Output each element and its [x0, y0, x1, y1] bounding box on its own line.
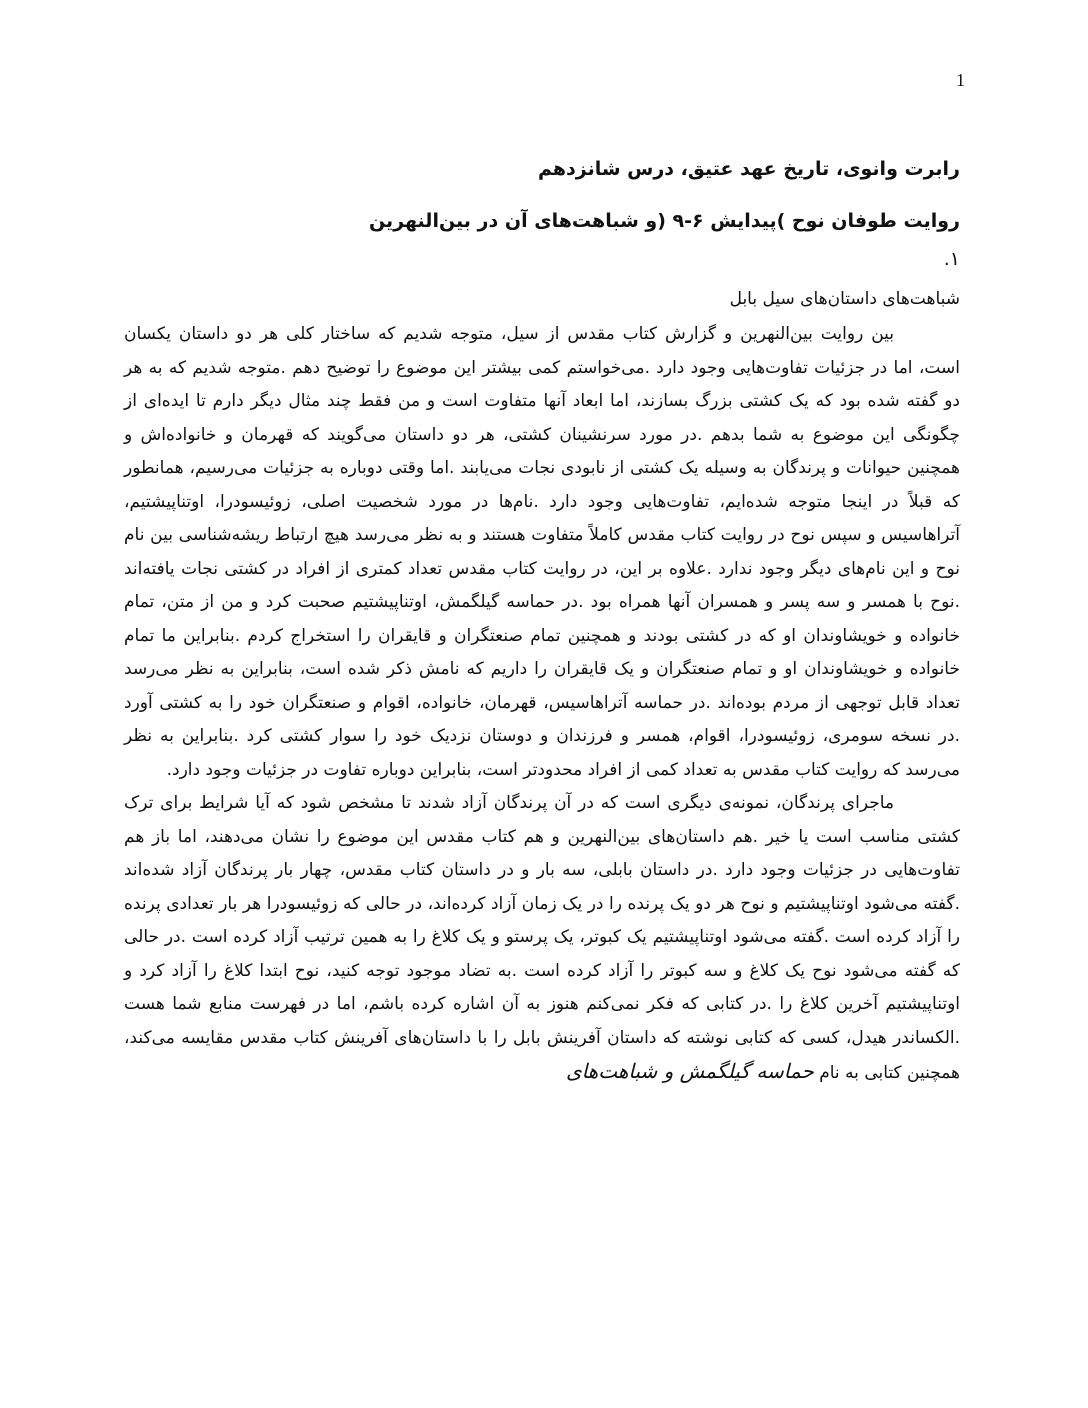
document-body	[124, 150, 960, 1091]
page-number: 1	[956, 70, 965, 90]
paragraph-1: بین روایت بین‌النهرین و گزارش کتاب مقدس از سیل، متوجه شدیم که ساختار کلی هر دو داستان یکسان است، اما در جزئیات تفاوت‌هایی وجود دارد .می‌خواستم کمی بیشتر این موضوع را توضیح دهم .متوجه شدیم که به هر دو گفته شده بود که یک کشتی بزرگ بسازند، اما ابعاد آنها متفاوت است و من فقط چند مثال دیگر دارم تا ایده‌ای از چگونگی این موضوع به شما بدهم .در مورد سرنشینان کشتی، هر دو داستان می‌گویند که قهرمان و خانواده‌اش و همچنین حیوانات و پرندگان به وسیله یک کشتی از نابودی نجات می‌یابند .اما وقتی دوباره به جزئیات می‌رسیم، همانطور که قبلاً در اینجا متوجه شده‌ایم، تفاوت‌هایی وجود دارد .نام‌ها در مورد شخصیت اصلی، زوئیسودرا، اوتناپیشتیم، آتراهاسیس و سپس نوح در روایت کتاب مقدس کاملاً متفاوت هستند و به نظر می‌رسد هیچ ارتباط ریشه‌شناسی بین نام نوح و این نام‌های دیگر وجود ندارد .علاوه بر این، در روایت کتاب مقدس تعداد کمتری از افراد در کشتی نجات یافته‌اند .نوح با همسر و سه پسر و همسران آنها همراه بود .در حماسه گیلگمش، اوتناپیشتیم صحبت کرد و من از متن، تمام خانواده و خویشاوندان او که در کشتی بودند و همچنین تمام صنعتگران و قایقران را استخراج کردم .بنابراین ما تمام خانواده و خویشاوندان او و تمام صنعتگران و یک قایقران را داریم که نامش ذکر شده است، بنابراین به نظر می‌رسد تعداد قابل توجهی از مردم بوده‌اند .در حماسه آتراهاسیس، قهرمان، خانواده، اقوام و صنعتگران خود را به کشتی آورد .در نسخه سومری، زوئیسودرا، اقوام، همسر و فرزندان و دوستان نزدیک خود را سوار کشتی کرد .بنابراین به نظر می‌رسد که روایت کتاب مقدس به تعداد کمی از افراد محدودتر است، بنابراین دوباره تفاوت در جزئیات وجود دارد.	[124, 324, 960, 780]
section-number: ۱.	[943, 248, 960, 270]
document-subtitle: روایت طوفان نوح )پیدایش ۶-۹ (و شباهت‌های آن در بین‌النهرین	[368, 210, 960, 232]
document-title: رابرت وانوی، تاریخ عهد عتیق، درس شانزدهم	[537, 158, 960, 180]
paragraph-2	[124, 787, 960, 1091]
book-title-italic: حماسه گیلگمش و شباهت‌های	[565, 1059, 814, 1083]
section-title: شباهت‌های داستان‌های سیل بابل	[729, 289, 960, 309]
paragraph-2-text: ماجرای پرندگان، نمونه‌ی دیگری است که در آن پرندگان آزاد شدند تا مشخص شود که آیا شرایط برای ترک کشتی مناسب است یا خیر .هم داستان‌های بین‌النهرین و هم کتاب مقدس این موضوع را نشان می‌دهند، اما باز هم تفاوت‌هایی در جزئیات وجود دارد .در داستان بابلی، سه بار و در داستان کتاب مقدس، چهار بار پرندگان آزاد شده‌اند .گفته می‌شود اوتناپیشتیم و نوح هر دو یک پرنده را در یک زمان آزاد کرده‌اند، در حالی که زوئیسودرا هر بار تعدادی پرنده را آزاد کرده است .گفته می‌شود اوتناپیشتیم یک کبوتر، یک پرستو و یک کلاغ را به همین ترتیب آزاد کرده است .در حالی که گفته می‌شود نوح یک کلاغ و سه کبوتر را آزاد کرده است .به تضاد موجود توجه کنید، نوح ابتدا کلاغ را آزاد کرد و اوتناپیشتیم آخرین کلاغ را .در کتابی که فکر نمی‌کنم هنوز به آن اشاره کرده باشم، اما در فهرست منابع شما هست .الکساندر هیدل، کسی که کتابی نوشته که داستان آفرینش بابل را با داستان‌های آفرینش کتاب مقدس مقایسه می‌کند، همچنین کتابی به نام	[124, 793, 960, 1083]
